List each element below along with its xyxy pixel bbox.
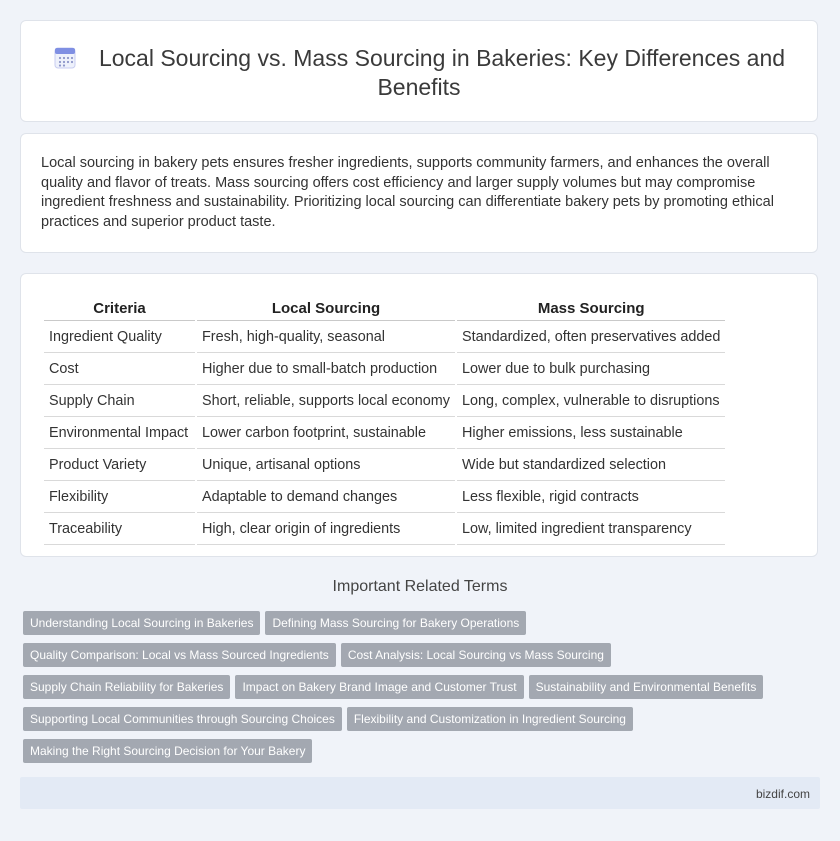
cell-criteria: Ingredient Quality bbox=[44, 323, 195, 353]
header-card bbox=[20, 20, 818, 122]
header-local-sourcing: Local Sourcing bbox=[197, 298, 455, 321]
related-term-link[interactable]: Defining Mass Sourcing for Bakery Operations bbox=[265, 611, 526, 635]
cell-criteria: Flexibility bbox=[44, 483, 195, 513]
intro-card bbox=[20, 133, 818, 253]
table-row bbox=[44, 483, 725, 513]
table-row bbox=[44, 355, 725, 385]
footer bbox=[20, 777, 820, 809]
cell-mass: Less flexible, rigid contracts bbox=[457, 483, 725, 513]
table-row bbox=[44, 323, 725, 353]
cell-mass: Low, limited ingredient transparency bbox=[457, 515, 725, 545]
comparison-table bbox=[42, 296, 727, 547]
related-term-link[interactable]: Impact on Bakery Brand Image and Customer Trust bbox=[235, 675, 523, 699]
footer-site-link[interactable]: bizdif.com bbox=[755, 787, 810, 801]
related-term-link[interactable]: Cost Analysis: Local Sourcing vs Mass Sourcing bbox=[341, 643, 611, 667]
related-term-link[interactable]: Supply Chain Reliability for Bakeries bbox=[23, 675, 230, 699]
cell-local: Unique, artisanal options bbox=[197, 451, 455, 481]
cell-criteria: Traceability bbox=[44, 515, 195, 545]
page-title bbox=[41, 44, 797, 102]
table-row bbox=[44, 387, 725, 417]
cell-local: Lower carbon footprint, sustainable bbox=[197, 419, 455, 449]
page-title-text: Local Sourcing vs. Mass Sourcing in Bakeries: Key Differences and Benefits bbox=[98, 45, 786, 100]
cell-local: Short, reliable, supports local economy bbox=[197, 387, 455, 417]
cell-local: Adaptable to demand changes bbox=[197, 483, 455, 513]
cell-local: Fresh, high-quality, seasonal bbox=[197, 323, 455, 353]
cell-criteria: Supply Chain bbox=[44, 387, 195, 417]
related-terms-list bbox=[23, 611, 813, 771]
cell-mass: Higher emissions, less sustainable bbox=[457, 419, 725, 449]
cell-local: High, clear origin of ingredients bbox=[197, 515, 455, 545]
cell-mass: Long, complex, vulnerable to disruptions bbox=[457, 387, 725, 417]
related-terms-title: Important Related Terms bbox=[332, 578, 508, 595]
related-term-link[interactable]: Supporting Local Communities through Sourcing Choices bbox=[23, 707, 342, 731]
related-term-link[interactable]: Understanding Local Sourcing in Bakeries bbox=[23, 611, 260, 635]
header-mass-sourcing: Mass Sourcing bbox=[457, 298, 725, 321]
related-term-link[interactable]: Quality Comparison: Local vs Mass Sourced Ingredients bbox=[23, 643, 336, 667]
table-row bbox=[44, 419, 725, 449]
cell-criteria: Environmental Impact bbox=[44, 419, 195, 449]
comparison-card bbox=[20, 273, 818, 557]
related-term-link[interactable]: Making the Right Sourcing Decision for Your Bakery bbox=[23, 739, 312, 763]
header bbox=[21, 44, 817, 102]
table-row bbox=[44, 451, 725, 481]
cell-mass: Lower due to bulk purchasing bbox=[457, 355, 725, 385]
cell-mass: Wide but standardized selection bbox=[457, 451, 725, 481]
related-term-link[interactable]: Flexibility and Customization in Ingredient Sourcing bbox=[347, 707, 633, 731]
header-criteria: Criteria bbox=[44, 298, 195, 321]
cell-local: Higher due to small-batch production bbox=[197, 355, 455, 385]
calendar-icon bbox=[53, 44, 79, 70]
table-header-row bbox=[44, 298, 725, 321]
intro-text: Local sourcing in bakery pets ensures fresher ingredients, supports community farmers, and enhances the overall quality and flavor of treats. Mass sourcing offers cost efficiency and larger supply volumes but may compromise ingredient freshness and sustainability. Prioritizing local sourcing can differentiate bakery pets by promoting ethical practices and superior product taste. bbox=[41, 155, 774, 230]
cell-criteria: Product Variety bbox=[44, 451, 195, 481]
table-row bbox=[44, 515, 725, 545]
related-term-link[interactable]: Sustainability and Environmental Benefits bbox=[529, 675, 764, 699]
cell-mass: Standardized, often preservatives added bbox=[457, 323, 725, 353]
cell-criteria: Cost bbox=[44, 355, 195, 385]
